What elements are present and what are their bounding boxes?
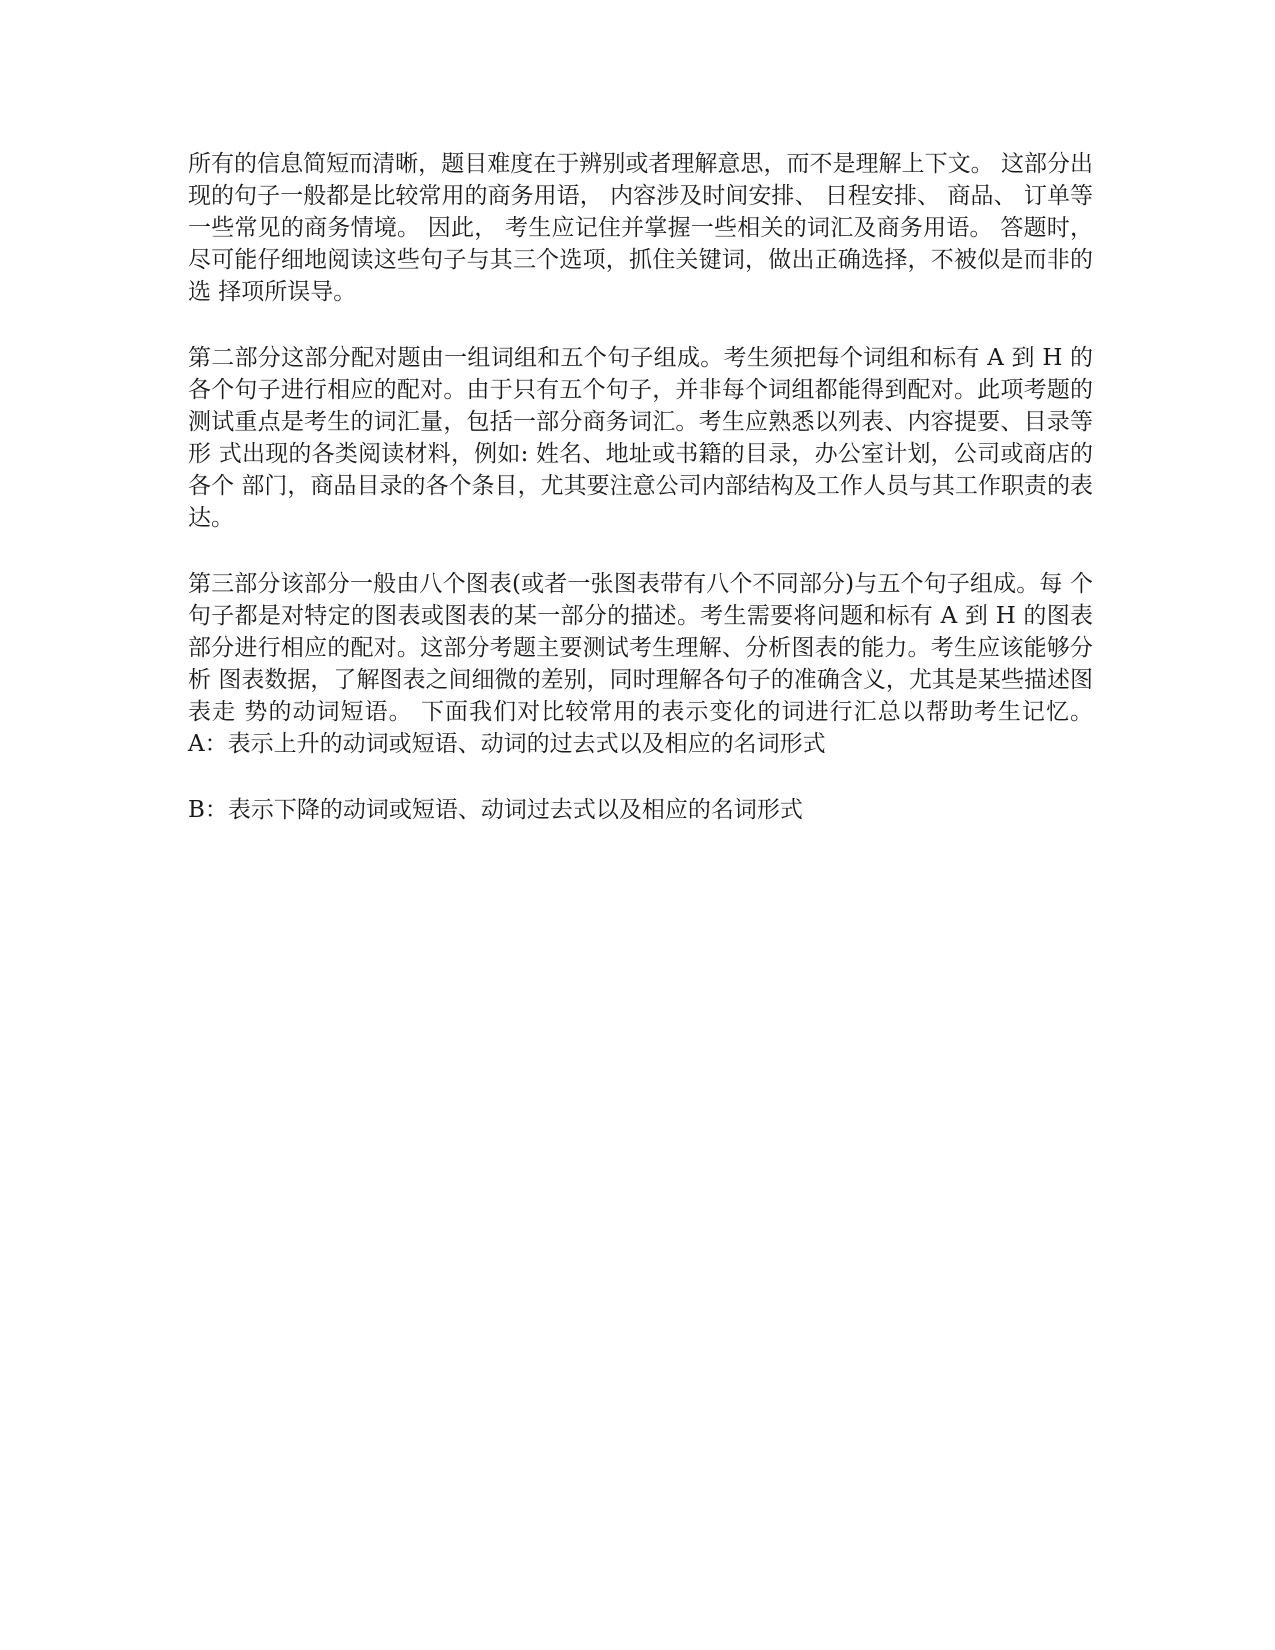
document-body — [188, 148, 1101, 860]
paragraph-part-two: 第二部分这部分配对题由一组词组和五个句子组成。考生须把每个词组和标有 A 到 H 的各个句子进行相应的配对。由于只有五个句子，并非每个词组都能得到配对。此项考题的 测试重点是考生的词汇量，包括一部分商务词汇。考生应熟悉以列表、内容提要、目录等形 式出现的各类阅读材料，例如: 姓名、地址或书籍的目录，办公室计划，公司或商店的各个 部门，商品目录的各个条目，尤其要注意公司内部结构及工作人员与其工作职责的表达。 — [188, 345, 1101, 531]
paragraph-item-b: B：表示下降的动词或短语、动词过去式以及相应的名词形式 — [188, 797, 803, 823]
paragraph-part-three: 第三部分该部分一般由八个图表(或者一张图表带有八个不同部分)与五个句子组成。每 个句子都是对特定的图表或图表的某一部分的描述。考生需要将问题和标有 A 到 H 的图表 部分进行相应的配对。这部分考题主要测试考生理解、分析图表的能力。考生应该能够分析 图表数据，了解图表之间细微的差别，同时理解各句子的准确含义，尤其是某些描述图表走 势的动词短语。 下面我们对比较常用的表示变化的词进行汇总以帮助考生记忆。 A：表示上升的动词或短语、动词的过去式以及相应的名词形式 — [188, 571, 1101, 757]
paragraph-part-one: 所有的信息简短而清晰，题目难度在于辨别或者理解意思，而不是理解上下文。 这部分出现的句子一般都是比较常用的商务用语， 内容涉及时间安排、 日程安排、 商品、 订单等一些常见的商务情境。 因此， 考生应记住并掌握一些相关的词汇及商务用语。 答题时， 尽可能仔细地阅读这些句子与其三个选项，抓住关键词，做出正确选择，不被似是而非的选 择项所误导。 — [188, 151, 1101, 305]
